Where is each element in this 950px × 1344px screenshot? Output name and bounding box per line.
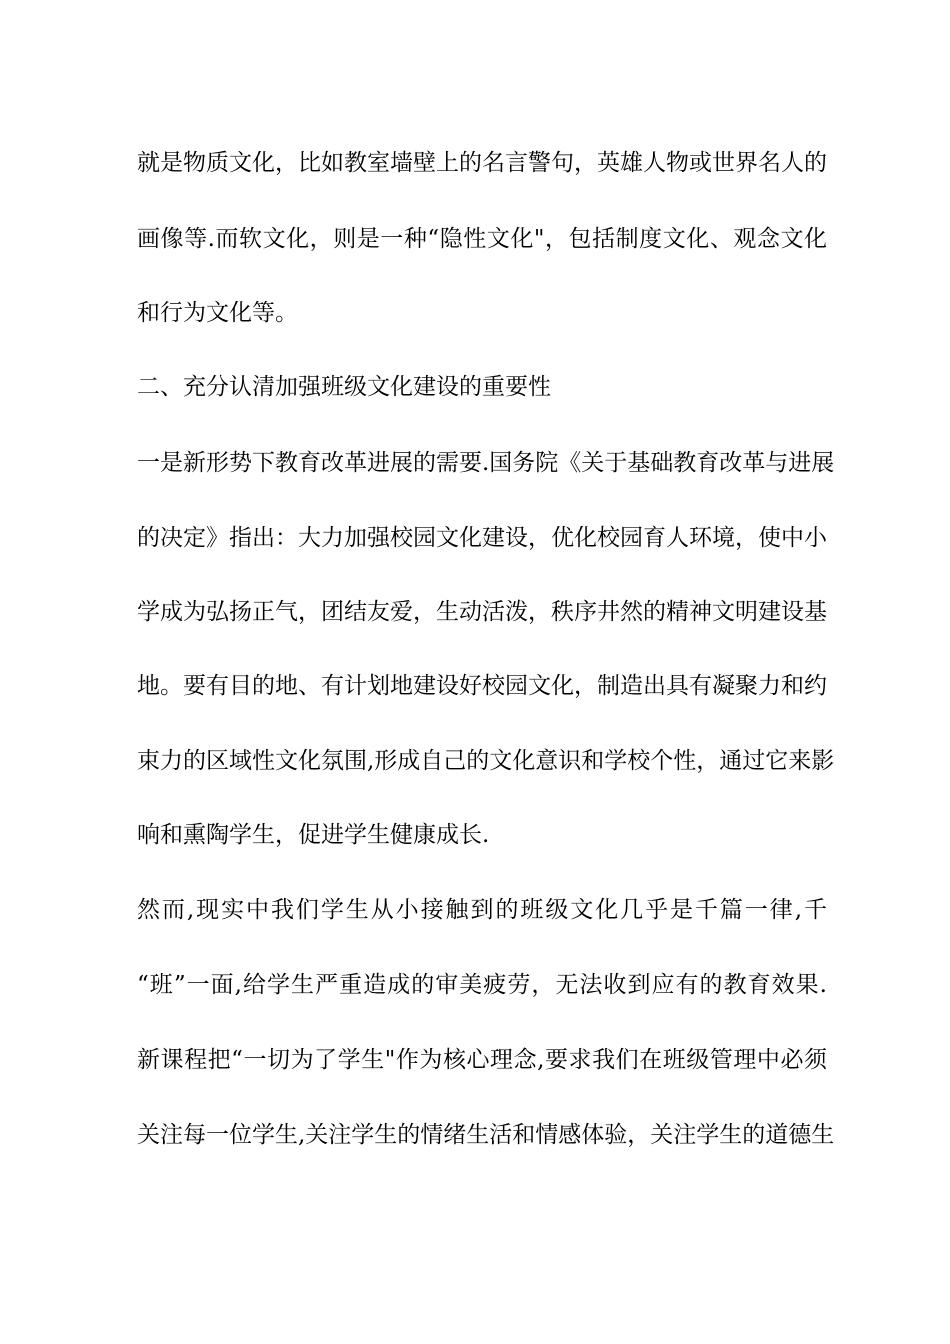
paragraph-line: 响和熏陶学生，促进学生健康成长. bbox=[137, 822, 490, 848]
paragraph-line: 和行为文化等。 bbox=[137, 300, 298, 326]
paragraph-line: 然而,现实中我们学生从小接触到的班级文化几乎是千篇一律,千 bbox=[137, 897, 827, 923]
paragraph-line: 新课程把“一切为了学生"作为核心理念,要求我们在班级管理中必须 bbox=[137, 1047, 827, 1073]
paragraph-line: 束力的区域性文化氛围,形成自己的文化意识和学校个性，通过它来影 bbox=[137, 748, 835, 774]
paragraph-line: 画像等.而软文化，则是一种“隐性文化"，包括制度文化、观念文化 bbox=[137, 226, 827, 252]
paragraph-line: 地。要有目的地、有计划地建设好校园文化，制造出具有凝聚力和约 bbox=[137, 673, 827, 699]
paragraph-line: “班”一面,给学生严重造成的审美疲劳，无法收到应有的教育效果. bbox=[137, 972, 827, 998]
section-heading: 二、充分认清加强班级文化建设的重要性 bbox=[137, 374, 551, 400]
paragraph-line: 关注每一位学生,关注学生的情绪生活和情感体验，关注学生的道德生 bbox=[137, 1122, 835, 1148]
paragraph-line: 就是物质文化，比如教室墙壁上的名言警句，英雄人物或世界名人的 bbox=[137, 150, 827, 176]
paragraph-line: 的决定》指出：大力加强校园文化建设，优化校园育人环境，使中小 bbox=[137, 525, 827, 551]
paragraph-line: 学成为弘扬正气，团结友爱，生动活泼，秩序井然的精神文明建设基 bbox=[137, 599, 827, 625]
paragraph-line: 一是新形势下教育改革进展的需要.国务院《关于基础教育改革与进展 bbox=[137, 450, 835, 476]
